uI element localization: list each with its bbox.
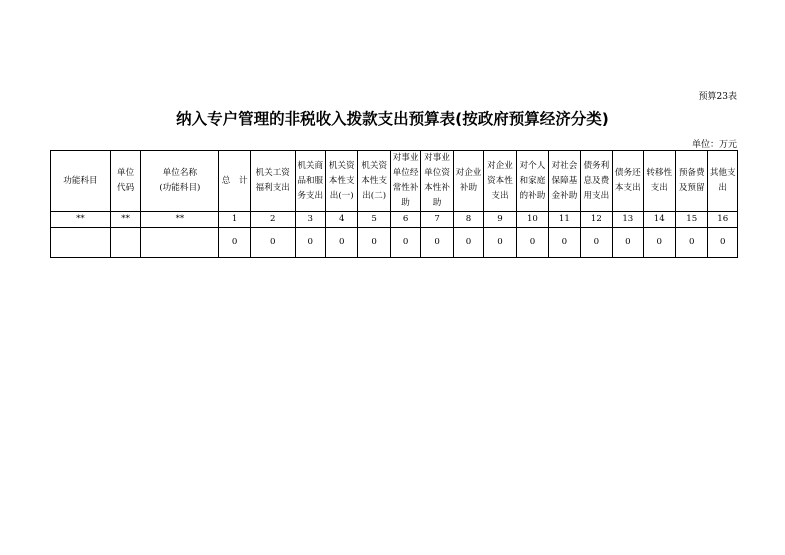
value-cell: 0: [219, 228, 250, 258]
header-cell: 机关工资 福利支出: [250, 151, 295, 212]
value-cell: 0: [676, 228, 708, 258]
index-cell: 7: [421, 212, 453, 228]
index-cell: 14: [643, 212, 675, 228]
index-cell: 13: [613, 212, 643, 228]
index-cell: 3: [295, 212, 325, 228]
value-cell: 0: [295, 228, 325, 258]
header-cell: 单位名称 (功能科目): [141, 151, 219, 212]
index-cell: 10: [516, 212, 548, 228]
budget-table: [50, 150, 738, 258]
value-cell: 0: [516, 228, 548, 258]
header-cell: 对事业 单位经 常性补 助: [390, 151, 420, 212]
unit-label: 单位：万元: [691, 140, 737, 150]
index-row: [51, 212, 738, 228]
index-cell: 6: [390, 212, 420, 228]
value-cell: 0: [580, 228, 612, 258]
header-cell: 转移性 支出: [643, 151, 675, 212]
value-cell: [141, 228, 219, 258]
header-cell: 预备费 及预留: [676, 151, 708, 212]
index-cell: 9: [484, 212, 516, 228]
header-cell: 单位 代码: [110, 151, 140, 212]
header-cell: 功能科目: [51, 151, 111, 212]
index-cell: 11: [549, 212, 580, 228]
index-cell: 2: [250, 212, 295, 228]
index-cell: **: [110, 212, 140, 228]
value-cell: 0: [643, 228, 675, 258]
value-cell: 0: [613, 228, 643, 258]
header-cell: 总 计: [219, 151, 250, 212]
header-cell: 机关资 本性支 出(一): [325, 151, 357, 212]
value-cell: 0: [325, 228, 357, 258]
value-cell: 0: [549, 228, 580, 258]
header-cell: 债务利 息及费 用支出: [580, 151, 612, 212]
table-number: 预算23表: [698, 92, 737, 102]
index-cell: **: [51, 212, 111, 228]
index-cell: **: [141, 212, 219, 228]
index-cell: 16: [708, 212, 738, 228]
header-cell: 机关商 品和服 务支出: [295, 151, 325, 212]
index-cell: 5: [358, 212, 390, 228]
header-cell: 对企业 补助: [453, 151, 483, 212]
value-cell: 0: [421, 228, 453, 258]
header-cell: 对个人 和家庭 的补助: [516, 151, 548, 212]
index-cell: 1: [219, 212, 250, 228]
header-row: [51, 151, 738, 212]
header-cell: 债务还 本支出: [613, 151, 643, 212]
index-cell: 8: [453, 212, 483, 228]
value-cell: 0: [250, 228, 295, 258]
value-cell: 0: [390, 228, 420, 258]
index-cell: 15: [676, 212, 708, 228]
value-cell: 0: [708, 228, 738, 258]
value-cell: [110, 228, 140, 258]
value-row: [51, 228, 738, 258]
index-cell: 12: [580, 212, 612, 228]
header-cell: 对企业 资本性 支出: [484, 151, 516, 212]
value-cell: 0: [484, 228, 516, 258]
value-cell: 0: [358, 228, 390, 258]
header-cell: 对事业 单位资 本性补 助: [421, 151, 453, 212]
value-cell: 0: [453, 228, 483, 258]
value-cell: [51, 228, 111, 258]
page-title: 纳入专户管理的非税收入拨款支出预算表(按政府预算经济分类): [176, 110, 609, 128]
index-cell: 4: [325, 212, 357, 228]
header-cell: 机关资 本性支 出(二): [358, 151, 390, 212]
header-cell: 对社会 保障基 金补助: [549, 151, 580, 212]
header-cell: 其他支 出: [708, 151, 738, 212]
